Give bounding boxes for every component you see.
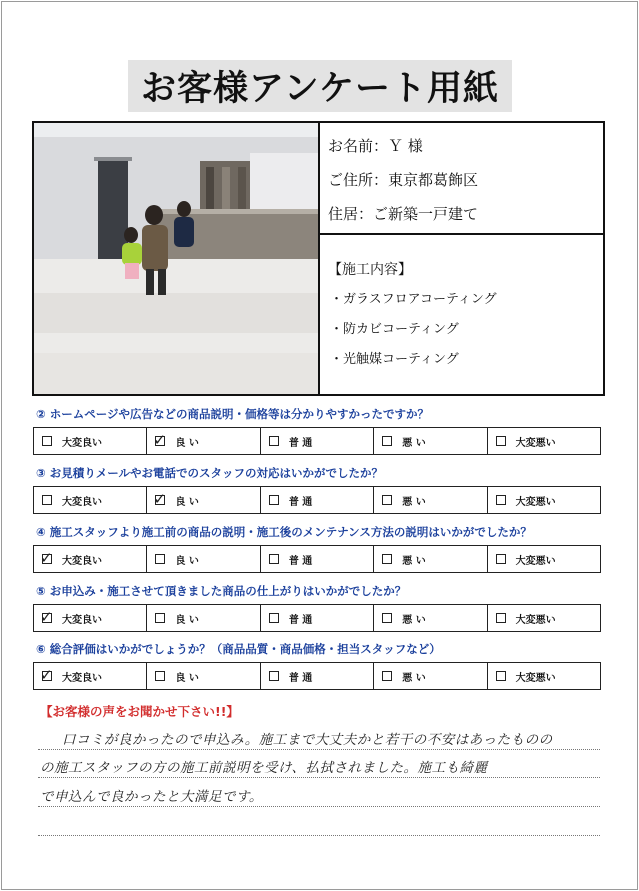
option-bad[interactable]	[374, 662, 487, 690]
option-good[interactable]	[147, 545, 260, 573]
check-mark-icon: ✓	[153, 431, 166, 449]
option-label: 良 い	[175, 672, 199, 684]
option-bad[interactable]	[374, 427, 487, 455]
checkbox[interactable]	[153, 431, 166, 449]
checkbox[interactable]	[269, 436, 279, 446]
option-label: 大変良い	[62, 496, 102, 508]
room-photo-illustration	[34, 123, 318, 394]
question-options	[33, 545, 601, 573]
question-options	[33, 662, 601, 690]
checkbox[interactable]	[496, 613, 506, 623]
question-title: ⑥ 総合評価はいかがでしょうか？（商品品質・商品価格・担当スタッフなど）	[36, 642, 441, 656]
option-label: 大変良い	[62, 614, 102, 626]
option-label: 大変良い	[62, 672, 102, 684]
title-banner	[128, 60, 512, 112]
ruled-line	[38, 806, 600, 807]
checkbox[interactable]	[382, 554, 392, 564]
option-label: 良 い	[175, 614, 199, 626]
option-average[interactable]	[261, 545, 374, 573]
question-title: ⑤ お申込み・施工させて頂きました商品の仕上がりはいかがでしたか？	[36, 584, 407, 598]
option-very-bad[interactable]	[488, 427, 601, 455]
check-mark-icon: ✓	[40, 549, 53, 567]
checkbox[interactable]	[40, 666, 53, 684]
option-very-bad[interactable]	[488, 545, 601, 573]
question-title: ③ お見積りメールやお電話でのスタッフの対応はいかがでしたか？	[36, 466, 384, 480]
option-label: 大変悪い	[515, 614, 556, 626]
checkbox[interactable]	[269, 495, 279, 505]
ruled-line	[38, 835, 600, 836]
voice-heading: 【お客様の声をお聞かせ下さい!!】	[40, 704, 239, 719]
option-label: 悪 い	[402, 614, 426, 626]
checkbox[interactable]	[42, 495, 52, 505]
check-mark-icon: ✓	[40, 666, 53, 684]
handwritten-line: で申込んで良かったと大満足です。	[40, 789, 263, 805]
question-title: ④ 施工スタッフより施工前の商品の説明・施工後のメンテナンス方法の説明はいかがでしたか？	[36, 525, 532, 539]
option-average[interactable]	[261, 604, 374, 632]
checkbox[interactable]	[155, 554, 165, 564]
option-label: 大変悪い	[515, 555, 556, 567]
checkbox[interactable]	[496, 554, 506, 564]
checkbox[interactable]	[269, 671, 279, 681]
option-average[interactable]	[261, 427, 374, 455]
option-label: 普 通	[288, 437, 313, 449]
customer-photo	[32, 121, 320, 396]
question-options	[33, 486, 601, 514]
option-good[interactable]	[147, 604, 260, 632]
option-label: 悪 い	[402, 555, 426, 567]
option-very-good[interactable]	[33, 427, 147, 455]
checkbox[interactable]	[382, 495, 392, 505]
option-label: 大変悪い	[515, 496, 556, 508]
option-label: 普 通	[288, 672, 313, 684]
work-details	[320, 235, 605, 396]
option-label: 悪 い	[402, 437, 426, 449]
question-options	[33, 427, 601, 455]
checkbox[interactable]	[155, 671, 165, 681]
work-heading: 【施工内容】	[328, 262, 412, 278]
option-label: 良 い	[175, 555, 199, 567]
work-item: ・ガラスフロアコーティング	[330, 292, 497, 307]
work-item: ・光触媒コーティング	[330, 352, 459, 367]
option-good[interactable]	[147, 427, 260, 455]
option-label: 悪 い	[402, 672, 426, 684]
customer-residence: 住居：ご新築一戸建て	[328, 205, 479, 223]
checkbox[interactable]	[496, 436, 506, 446]
checkbox[interactable]	[382, 613, 392, 623]
option-label: 大変悪い	[515, 437, 556, 449]
checkbox[interactable]	[269, 554, 279, 564]
option-label: 普 通	[288, 496, 313, 508]
checkbox[interactable]	[382, 436, 392, 446]
option-very-good[interactable]	[33, 604, 147, 632]
option-label: 普 通	[288, 614, 313, 626]
option-bad[interactable]	[374, 486, 487, 514]
option-average[interactable]	[261, 486, 374, 514]
option-very-good[interactable]	[33, 545, 147, 573]
option-label: 大変良い	[62, 555, 102, 567]
option-very-bad[interactable]	[488, 486, 601, 514]
ruled-line	[38, 749, 600, 750]
checkbox[interactable]	[496, 671, 506, 681]
option-label: 悪 い	[402, 496, 426, 508]
customer-name: お名前：Ｙ 様	[328, 137, 423, 155]
checkbox[interactable]	[269, 613, 279, 623]
option-label: 大変悪い	[515, 672, 556, 684]
handwritten-line: の施工スタッフの方の施工前説明を受け、払拭されました。施工も綺麗	[40, 760, 488, 776]
customer-info	[320, 121, 605, 235]
option-very-good[interactable]	[33, 662, 147, 690]
checkbox[interactable]	[496, 495, 506, 505]
work-item: ・防カビコーティング	[330, 322, 459, 337]
checkbox[interactable]	[40, 549, 53, 567]
option-label: 良 い	[175, 437, 199, 449]
checkbox[interactable]	[40, 608, 53, 626]
checkbox[interactable]	[382, 671, 392, 681]
checkbox[interactable]	[42, 436, 52, 446]
option-label: 普 通	[288, 555, 313, 567]
option-label: 大変良い	[62, 437, 102, 449]
option-average[interactable]	[261, 662, 374, 690]
question-options	[33, 604, 601, 632]
option-bad[interactable]	[374, 604, 487, 632]
option-label: 良 い	[175, 496, 199, 508]
option-bad[interactable]	[374, 545, 487, 573]
ruled-line	[38, 777, 600, 778]
check-mark-icon: ✓	[40, 608, 53, 626]
question-title: ② ホームページや広告などの商品説明・価格等は分かりやすかったですか？	[36, 407, 430, 421]
checkbox[interactable]	[153, 490, 166, 508]
option-very-bad[interactable]	[488, 662, 601, 690]
option-good[interactable]	[147, 662, 260, 690]
checkbox[interactable]	[155, 613, 165, 623]
option-very-good[interactable]	[33, 486, 147, 514]
handwritten-line: 口コミが良かったので申込み。施工まで大丈夫かと若干の不安はあったものの	[62, 732, 553, 748]
page-title: お客様アンケート用紙	[141, 69, 499, 109]
option-good[interactable]	[147, 486, 260, 514]
option-very-bad[interactable]	[488, 604, 601, 632]
customer-address: ご住所：東京都葛飾区	[328, 171, 479, 189]
check-mark-icon: ✓	[153, 490, 166, 508]
